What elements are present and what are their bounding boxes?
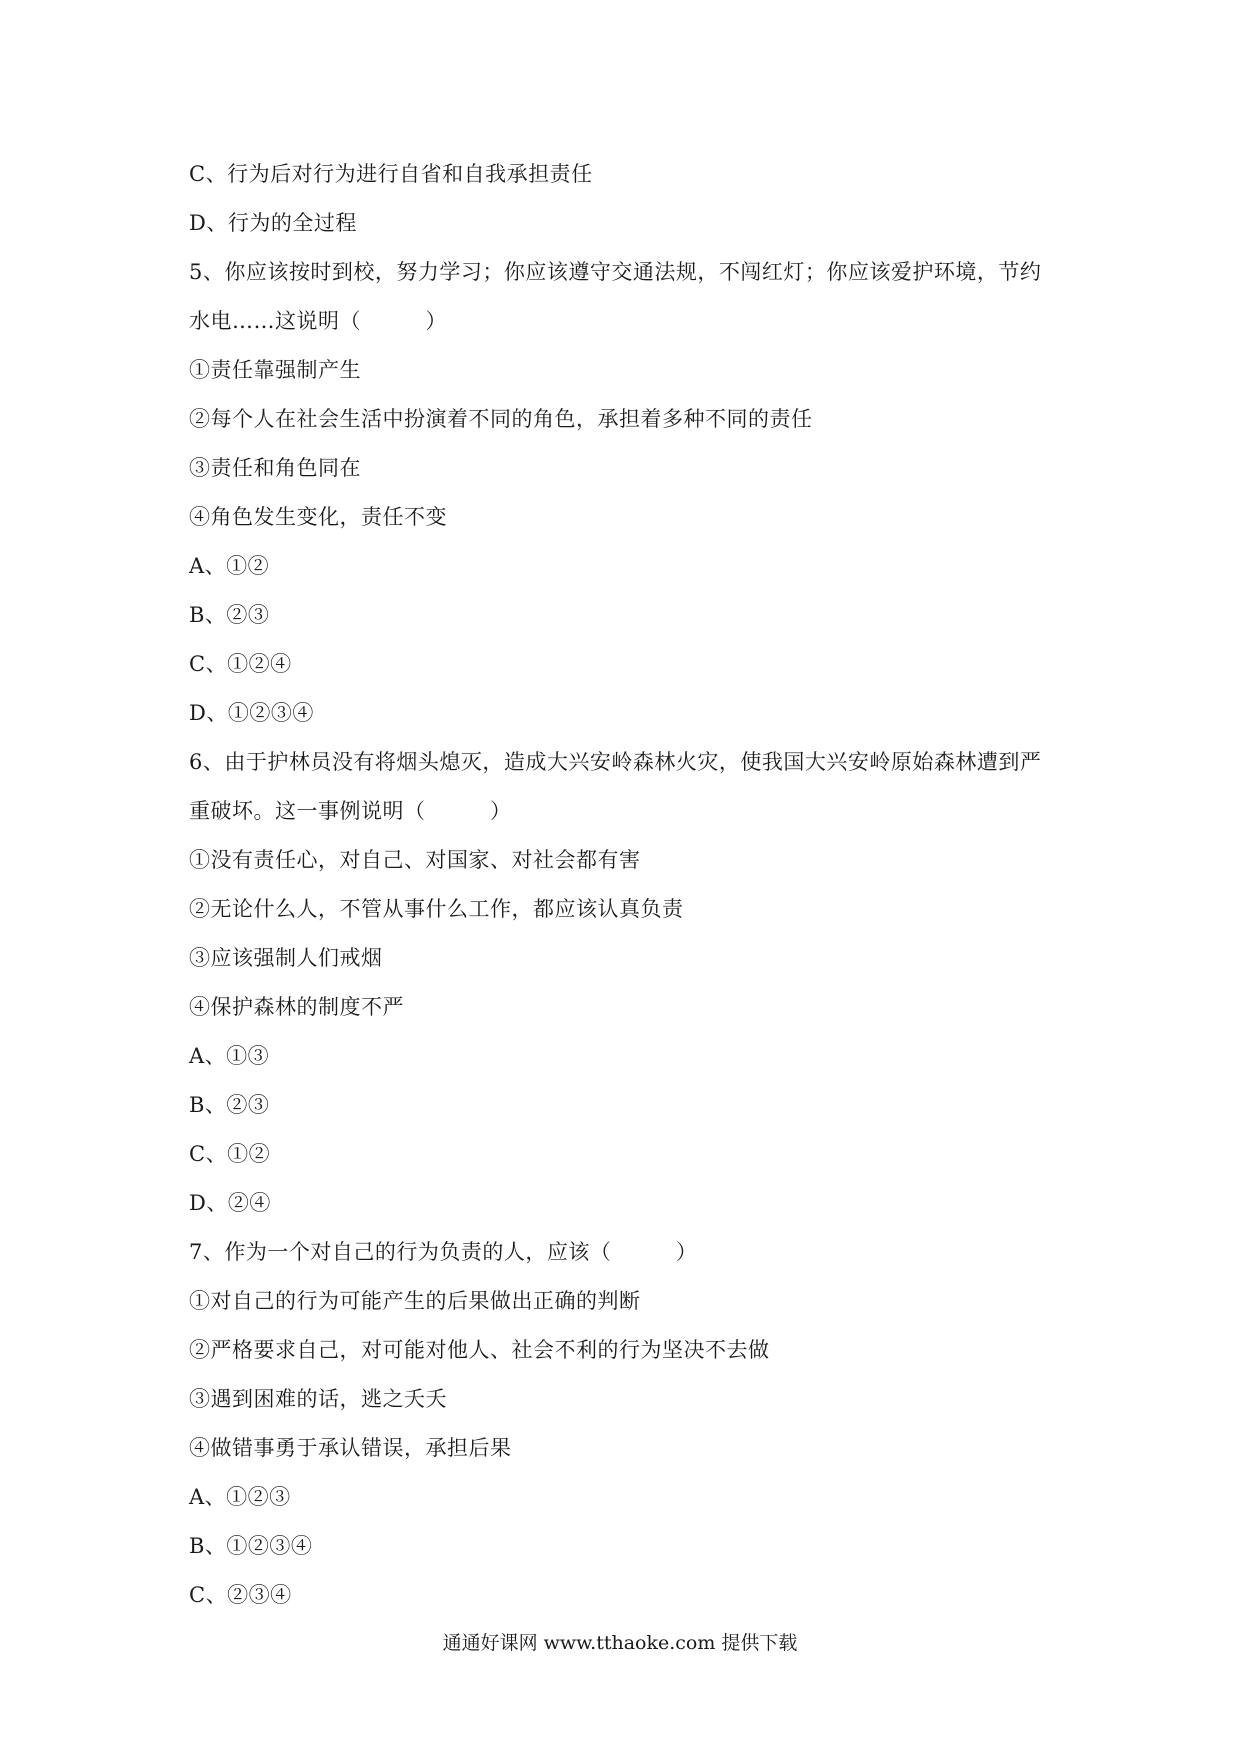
- q6-statement-4: ④保护森林的制度不严: [189, 995, 404, 1019]
- option-d-q4: D、行为的全过程: [189, 211, 357, 235]
- option-c-q4: C、行为后对行为进行自省和自我承担责任: [189, 162, 593, 186]
- q5-statement-1: ①责任靠强制产生: [189, 358, 361, 382]
- q5-option-b: B、②③: [189, 603, 270, 627]
- q6-statement-1: ①没有责任心，对自己、对国家、对社会都有害: [189, 848, 641, 872]
- q7-statement-3: ③遇到困难的话，逃之夭夭: [189, 1387, 447, 1411]
- q5-option-d: D、①②③④: [189, 701, 314, 725]
- q7-statement-4: ④做错事勇于承认错误，承担后果: [189, 1436, 512, 1460]
- q6-option-a: A、①③: [189, 1044, 270, 1068]
- question-5-stem-line-1: 5、你应该按时到校，努力学习；你应该遵守交通法规，不闯红灯；你应该爱护环境，节约: [189, 260, 1042, 284]
- q7-statement-2: ②严格要求自己，对可能对他人、社会不利的行为坚决不去做: [189, 1338, 770, 1362]
- q5-option-c: C、①②④: [189, 652, 292, 676]
- q5-statement-3: ③责任和角色同在: [189, 456, 361, 480]
- page-footer: 通通好课网 www.tthaoke.com 提供下载: [442, 1632, 798, 1654]
- question-7-stem: 7、作为一个对自己的行为负责的人，应该（ ）: [189, 1240, 698, 1264]
- question-5-stem-line-2: 水电……这说明（ ）: [189, 309, 447, 333]
- q6-option-d: D、②④: [189, 1191, 271, 1215]
- q6-option-c: C、①②: [189, 1142, 271, 1166]
- q7-statement-1: ①对自己的行为可能产生的后果做出正确的判断: [189, 1289, 641, 1313]
- q5-statement-2: ②每个人在社会生活中扮演着不同的角色，承担着多种不同的责任: [189, 407, 813, 431]
- q7-option-c: C、②③④: [189, 1583, 292, 1607]
- q6-statement-2: ②无论什么人，不管从事什么工作，都应该认真负责: [189, 897, 684, 921]
- q6-option-b: B、②③: [189, 1093, 270, 1117]
- q7-option-b: B、①②③④: [189, 1534, 313, 1558]
- q5-option-a: A、①②: [189, 554, 270, 578]
- q6-statement-3: ③应该强制人们戒烟: [189, 946, 383, 970]
- question-6-stem-line-2: 重破坏。这一事例说明（ ）: [189, 799, 512, 823]
- question-6-stem-line-1: 6、由于护林员没有将烟头熄灭，造成大兴安岭森林火灾，使我国大兴安岭原始森林遭到严: [189, 750, 1042, 774]
- q5-statement-4: ④角色发生变化，责任不变: [189, 505, 447, 529]
- q7-option-a: A、①②③: [189, 1485, 291, 1509]
